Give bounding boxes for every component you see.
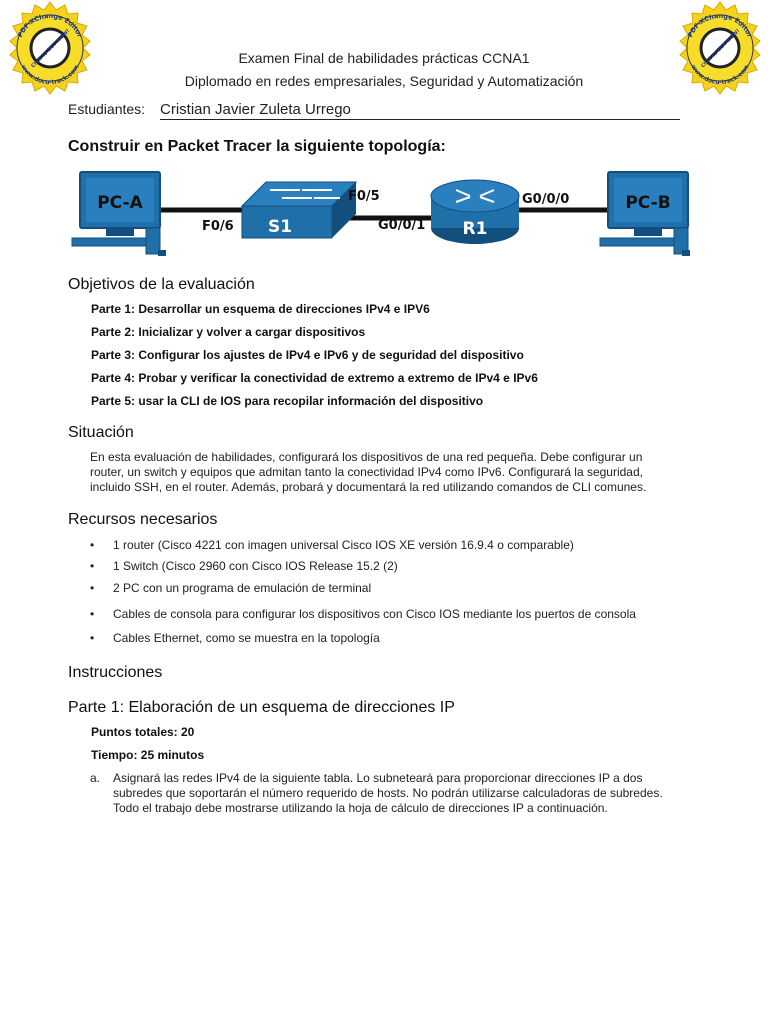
exam-subtitle: Diplomado en redes empresariales, Seguridad y Automatización [184, 73, 584, 89]
pc-a-label: PC-A [97, 193, 143, 213]
pc-a-icon [72, 172, 166, 256]
port-label-f06: F0/6 [202, 219, 234, 234]
port-label-g001: G0/0/1 [378, 218, 426, 233]
svg-text:Click to BUY NOW!: Click to BUY NOW! [700, 28, 742, 70]
svg-text:PDF-XChange Editor: PDF-XChange Editor [16, 11, 84, 39]
resources-heading: Recursos necesarios [68, 511, 218, 528]
svg-text:PDF-XChange Editor: PDF-XChange Editor [686, 11, 754, 39]
instructions-heading: Instrucciones [68, 664, 163, 681]
objectives-heading: Objetivos de la evaluación [68, 276, 255, 293]
list-item: • 1 Switch (Cisco 2960 con Cisco IOS Release 15.2 (2) [90, 559, 398, 573]
switch-s1-label: S1 [267, 217, 293, 237]
situation-heading: Situación [68, 424, 134, 441]
pc-b-icon [600, 172, 690, 256]
topology-heading: Construir en Packet Tracer la siguiente topología: [68, 138, 446, 155]
pc-b-label: PC-B [625, 193, 671, 213]
exam-title: Examen Final de habilidades prácticas CCNA1 [238, 50, 530, 66]
router-r1-label: R1 [462, 219, 488, 239]
list-item: • 1 router (Cisco 4221 con imagen universal Cisco IOS XE versión 16.9.4 o comparable) [90, 538, 574, 552]
switch-s1-icon [242, 182, 356, 238]
port-label-g000: G0/0/0 [522, 192, 570, 207]
objective-item: Parte 2: Inicializar y volver a cargar dispositivos [91, 325, 366, 339]
item-a-text: Asignará las redes IPv4 de la siguiente tabla. Lo subneteará para proporcionar direcciones IP a dos subredes que soportarán el número requerido de hosts. No podrán utilizarse calculadoras de subredes. Todo el trabajo debe mostrarse utilizando la hoja de cálculo de direcciones IP a continuación. [113, 771, 663, 815]
item-a-marker: a. [90, 771, 101, 785]
objective-item: Parte 4: Probar y verificar la conectividad de extremo a extremo de IPv4 e IPv6 [91, 371, 538, 385]
list-item: • Cables de consola para configurar los dispositivos con Cisco IOS mediante los puertos de consola [90, 607, 636, 621]
students-name: Cristian Javier Zuleta Urrego [160, 102, 680, 120]
list-item: • 2 PC con un programa de emulación de terminal [90, 581, 372, 595]
objective-item: Parte 1: Desarrollar un esquema de direcciones IPv4 e IPV6 [91, 302, 430, 316]
time-allowed: Tiempo: 25 minutos [91, 748, 205, 762]
objective-item: Parte 5: usar la CLI de IOS para recopilar información del dispositivo [91, 394, 484, 408]
total-points: Puntos totales: 20 [91, 725, 195, 739]
objective-item: Parte 3: Configurar los ajustes de IPv4 e IPv6 y de seguridad del dispositivo [91, 348, 524, 362]
topology-diagram [70, 168, 710, 268]
svg-text:Click to BUY NOW!: Click to BUY NOW! [30, 28, 72, 70]
list-item: • Cables Ethernet, como se muestra en la topología [90, 631, 380, 645]
students-label: Estudiantes: [68, 101, 146, 117]
svg-text:www.docu-track.com: www.docu-track.com [689, 63, 751, 87]
part1-heading: Parte 1: Elaboración de un esquema de direcciones IP [68, 699, 455, 716]
router-r1-icon [431, 180, 519, 244]
svg-text:www.docu-track.com: www.docu-track.com [19, 63, 81, 87]
situation-text: En esta evaluación de habilidades, configurará los dispositivos de una red pequeña. Debe configurar un router, un switch y equipos que admitan tanto la conectividad IPv4 como IPv6. Configurará la seguridad, incluido SSH, en el router. Además, probará y documentará la red utilizando comandos de CLI comunes. [90, 450, 647, 494]
port-label-f05: F0/5 [348, 189, 380, 204]
